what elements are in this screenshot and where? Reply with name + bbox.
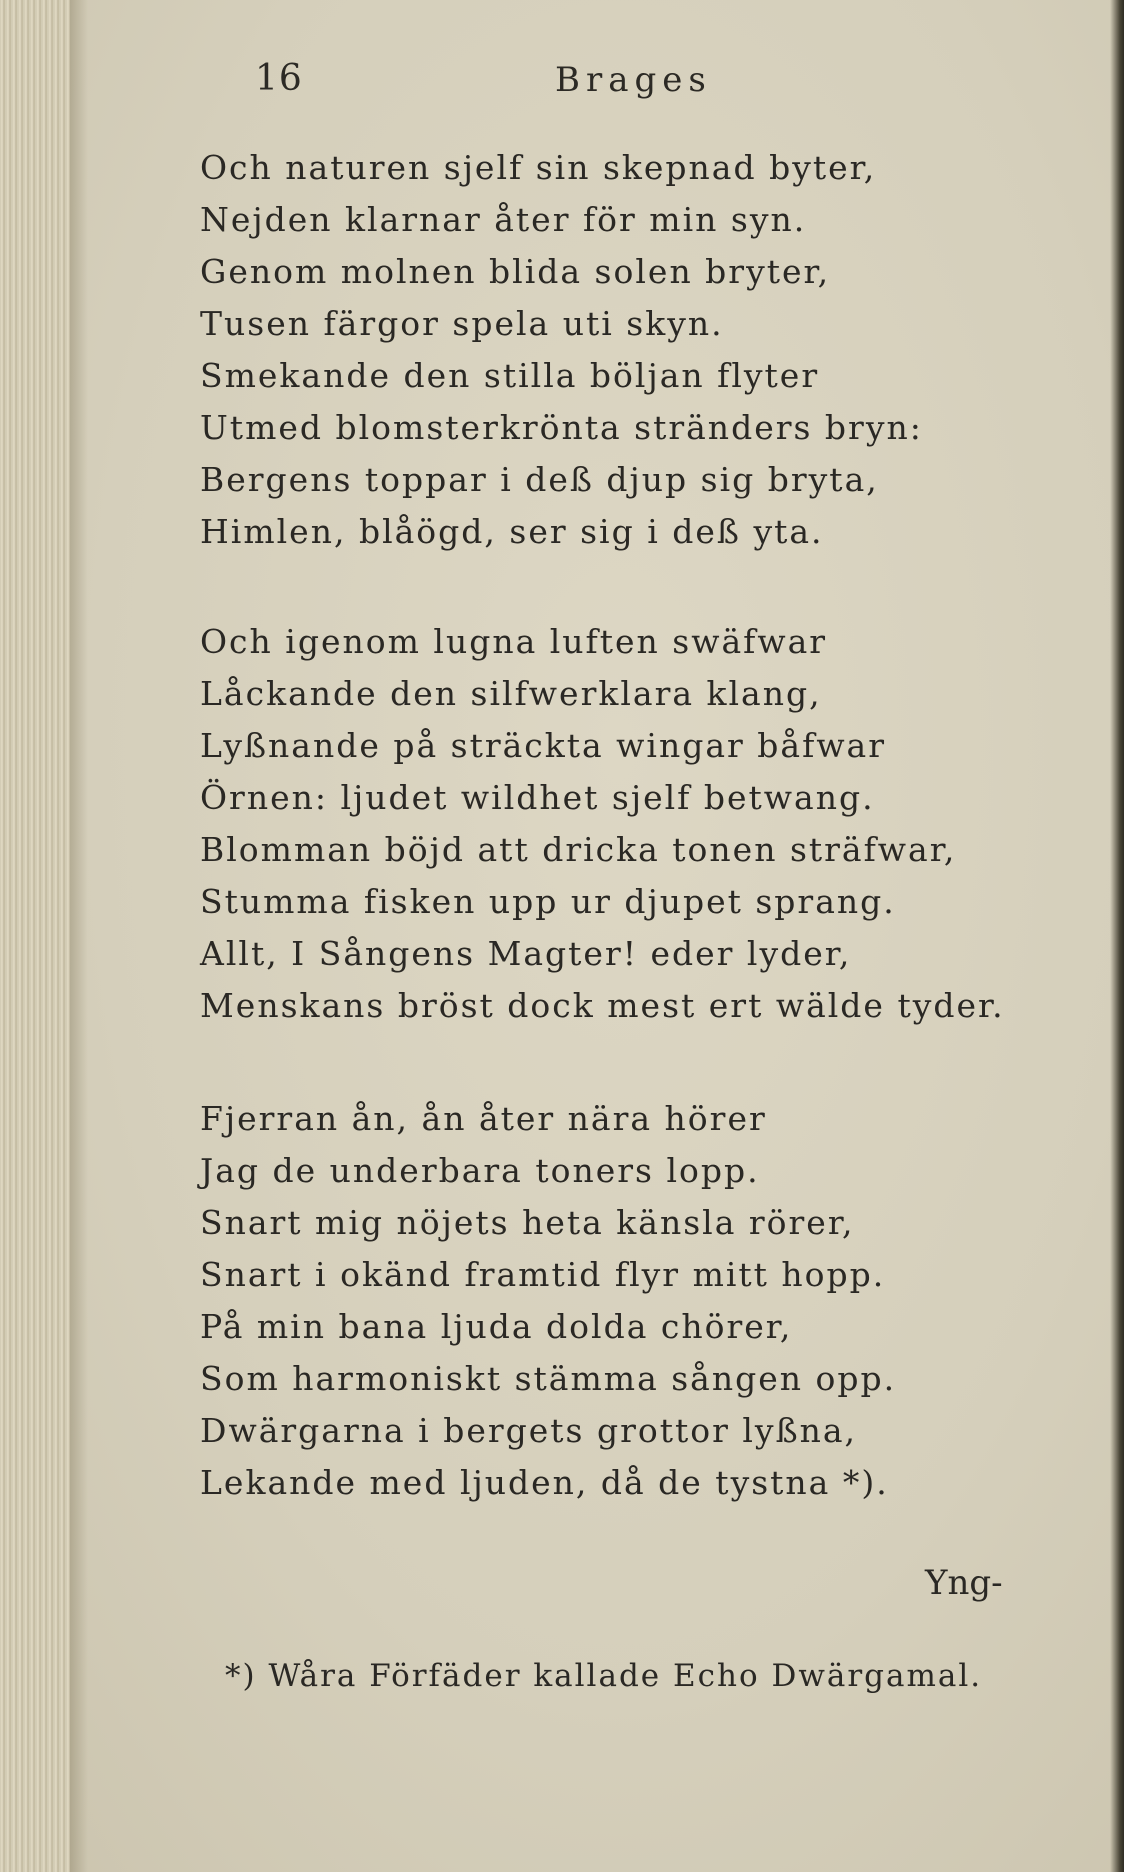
verse-line: Smekande den stilla böljan flyter: [200, 356, 820, 395]
verse-line: Snart i okänd framtid flyr mitt hopp.: [200, 1255, 886, 1294]
verse-line: Himlen, blåögd, ser sig i deß yta.: [200, 512, 824, 551]
verse-line: Jag de underbara toners lopp.: [200, 1151, 760, 1190]
verse-line: Och naturen sjelf sin skepnad byter,: [200, 148, 877, 187]
verse-line: Blomman böjd att dricka tonen sträfwar,: [200, 830, 957, 869]
verse-line: Örnen: ljudet wildhet sjelf betwang.: [200, 778, 875, 817]
verse-line: Allt, I Sångens Magter! eder lyder,: [200, 934, 852, 973]
verse-line: Och igenom lugna luften swäfwar: [200, 622, 828, 661]
verse-line: Stumma fisken upp ur djupet sprang.: [200, 882, 896, 921]
verse-line: Nejden klarnar åter för min syn.: [200, 200, 807, 239]
verse-line: Lekande med ljuden, då de tystna *).: [200, 1463, 889, 1502]
verse-line: Låckande den silfwerklara klang,: [200, 674, 822, 713]
right-page-edge: [1110, 0, 1124, 1872]
stanza-3: [200, 1093, 1020, 1509]
verse-line: På min bana ljuda dolda chörer,: [200, 1307, 793, 1346]
verse-line: Snart mig nöjets heta känsla rörer,: [200, 1203, 855, 1242]
verse-line: Menskans bröst dock mest ert wälde tyder.: [200, 986, 1005, 1025]
stanza-2: [200, 616, 1020, 1032]
page-number: 16: [255, 58, 303, 99]
verse-line: Som harmoniskt stämma sången opp.: [200, 1359, 897, 1398]
verse-line: Dwärgarna i bergets grottor lyßna,: [200, 1411, 858, 1450]
verse-line: Fjerran ån, ån åter nära hörer: [200, 1099, 767, 1138]
page-header: [255, 58, 815, 118]
running-title: Brages: [555, 60, 712, 100]
footnote: *) Wåra Förfäder kallade Echo Dwärgamal.: [225, 1658, 983, 1694]
verse-line: Bergens toppar i deß djup sig bryta,: [200, 460, 879, 499]
verse-line: Utmed blomsterkrönta stränders bryn:: [200, 408, 923, 447]
verse-line: Tusen färgor spela uti skyn.: [200, 304, 724, 343]
verse-line: Genom molnen blida solen bryter,: [200, 252, 831, 291]
book-spine-edge: [0, 0, 70, 1872]
stanza-1: [200, 142, 1020, 558]
verse-line: Lyßnande på sträckta wingar båfwar: [200, 726, 887, 765]
catchword: Yng-: [925, 1563, 1003, 1603]
gutter-shadow: [70, 0, 88, 1872]
